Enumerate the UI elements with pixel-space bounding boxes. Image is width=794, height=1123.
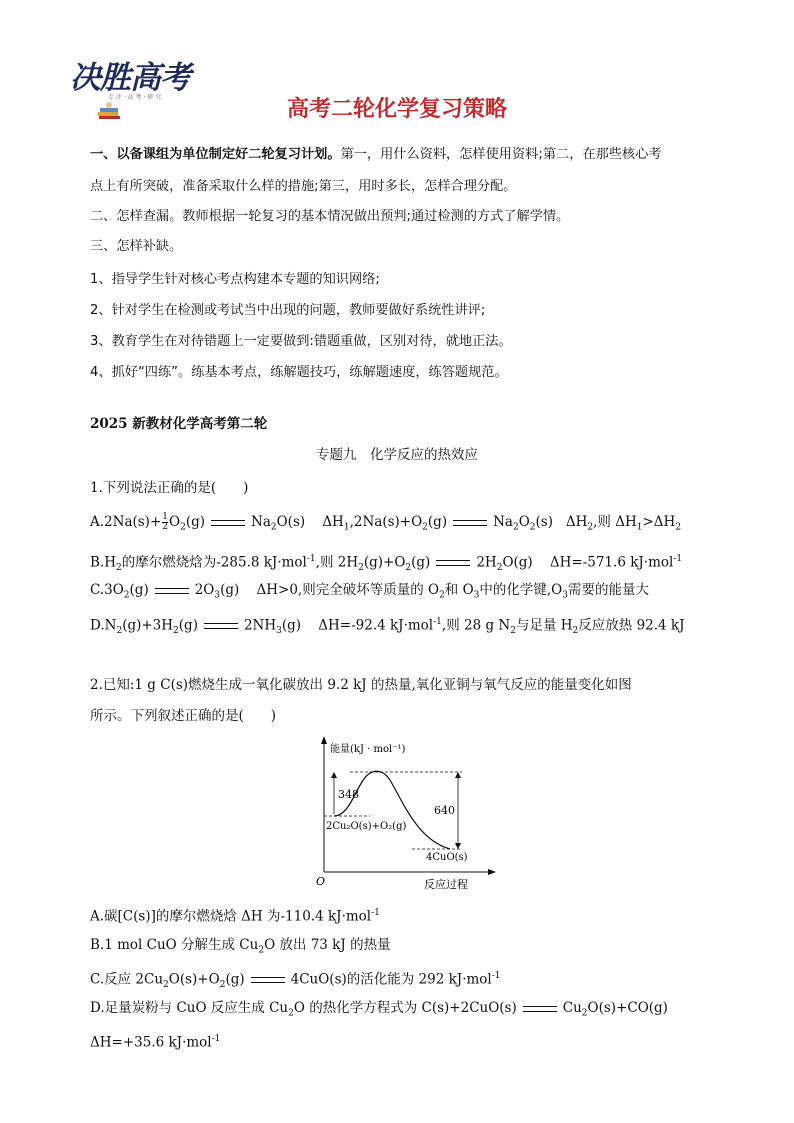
arrow-640-top-icon bbox=[455, 772, 461, 778]
equals-arrow-icon bbox=[211, 520, 245, 526]
equals-arrow-icon bbox=[155, 588, 189, 594]
q2-stem-line2: 所示。下列叙述正确的是( ) bbox=[90, 708, 277, 724]
energy-curve bbox=[334, 771, 450, 849]
q2-option-d-line2: ΔH=+35.6 kJ·mol$^{-1}$ bbox=[90, 1034, 221, 1051]
q1-option-d: $D.N_2(g)+3H_2(g)$ $2NH_3(g)$ ΔH=-92.4 kJ·mol$^{-1}$,则 28 g $N_2$与足量 $H_2$反应放热 92.4 kJ bbox=[90, 617, 685, 637]
q1-option-c: $C.3O_2(g)$ $2O_3(g)$ ΔH>0,则完全破坏等质量的 $O_2$和 $O_3$中的化学键$,O_3$需要的能量大 bbox=[90, 582, 649, 601]
product-label: 4CuO(s) bbox=[426, 852, 468, 863]
section-topic: 专题九 化学反应的热效应 bbox=[316, 447, 478, 463]
q1-option-a: A.2Na(s)+ $\frac{1}{2}$ $O_2(g)$ $Na_2O(s)$ $\Delta H_1,2Na(s)+O_2(g)$ $Na_2O_2(s)$ $\Delta H_2$,则 $\Delta H_1>\Delta H_2$ bbox=[90, 512, 682, 533]
q2-option-a: A.碳[C(s)]的摩尔燃烧焓 ΔH 为-110.4 kJ·mol$^{-1}$ bbox=[90, 908, 380, 925]
page-title: 高考二轮化学复习策略 bbox=[286, 97, 507, 122]
energy-diagram bbox=[300, 732, 500, 896]
equals-arrow-icon bbox=[251, 977, 285, 983]
origin-label: O bbox=[316, 875, 326, 888]
q2-option-b: B.1 mol CuO 分解生成 $Cu_2O$ 放出 73 kJ 的热量 bbox=[90, 937, 391, 956]
strategy-p1: 一、以备课组为单位制定好二轮复习计划。第一，用什么资料，怎样使用资料;第二，在那些核心考 bbox=[90, 147, 662, 162]
strategy-p1-line2: 点上有所突破，准备采取什么样的措施;第三，用时多长，怎样合理分配。 bbox=[90, 179, 517, 194]
y-axis-arrow-icon bbox=[321, 736, 327, 744]
logo-text: 决胜高考 bbox=[70, 60, 190, 96]
y-axis-label: 能量(kJ · mol⁻¹) bbox=[330, 744, 406, 755]
q2-option-c: C.反应 $2Cu_2O(s)+O_2(g)$ 4CuO(s)的活化能为 292 kJ·mol$^{-1}$ bbox=[90, 971, 501, 991]
strategy-p2: 二、怎样查漏。教师根据一轮复习的基本情况做出预判;通过检测的方式了解学情。 bbox=[90, 209, 570, 224]
strategy-item-2: 2、针对学生在检测或考试当中出现的问题，教师要做好系统性讲评; bbox=[90, 303, 486, 318]
q1-option-b: $B.H_2$的摩尔燃烧焓为-285.8 kJ·mol$^{-1}$,则 $2H_2(g)+O_2(g)$ $2H_2O(g)$ ΔH=-571.6 kJ·mol$^{-1}$ bbox=[90, 554, 683, 574]
equals-arrow-icon bbox=[523, 1006, 557, 1012]
strategy-item-1: 1、指导学生针对核心考点构建本专题的知识网络; bbox=[90, 272, 380, 287]
equals-arrow-icon bbox=[436, 560, 470, 566]
x-axis-arrow-icon bbox=[488, 869, 496, 875]
arrow-348-head-icon bbox=[331, 772, 337, 778]
strategy-p3: 三、怎样补缺。 bbox=[90, 239, 183, 254]
q1-stem: 1.下列说法正确的是( ) bbox=[90, 480, 249, 496]
strategy-item-4: 4、抓好“四练”。练基本考点，练解题技巧，练解题速度，练答题规范。 bbox=[90, 365, 508, 380]
q2-option-d: D.足量炭粉与 CuO 反应生成 $Cu_2O$ 的热化学方程式为 C(s)+2CuO(s) $Cu_2O(s)+CO(g)$ bbox=[90, 1000, 668, 1019]
equals-arrow-icon bbox=[204, 623, 238, 629]
equals-arrow-icon bbox=[453, 520, 487, 526]
section-heading: 2025 新教材化学高考第二轮 bbox=[90, 416, 268, 432]
logo-subtitle: 专 注 · 高 考 · 研 究 bbox=[108, 94, 162, 101]
arrow-640-bottom-icon bbox=[455, 843, 461, 849]
value-640: 640 bbox=[434, 804, 455, 817]
fraction-half: $\frac{1}{2}$ bbox=[162, 512, 168, 532]
x-axis-label: 反应过程 bbox=[424, 878, 468, 891]
q2-stem-line1: 2.已知:1 g C(s)燃烧生成一氧化碳放出 9.2 kJ 的热量,氧化亚铜与氧气反应的能量变化如图 bbox=[90, 677, 632, 693]
strategy-item-3: 3、教育学生在对待错题上一定要做到:错题重做，区别对待，就地正法。 bbox=[90, 334, 512, 349]
reactant-label: 2Cu₂O(s)+O₂(g) bbox=[326, 821, 407, 832]
value-348: 348 bbox=[338, 788, 359, 801]
